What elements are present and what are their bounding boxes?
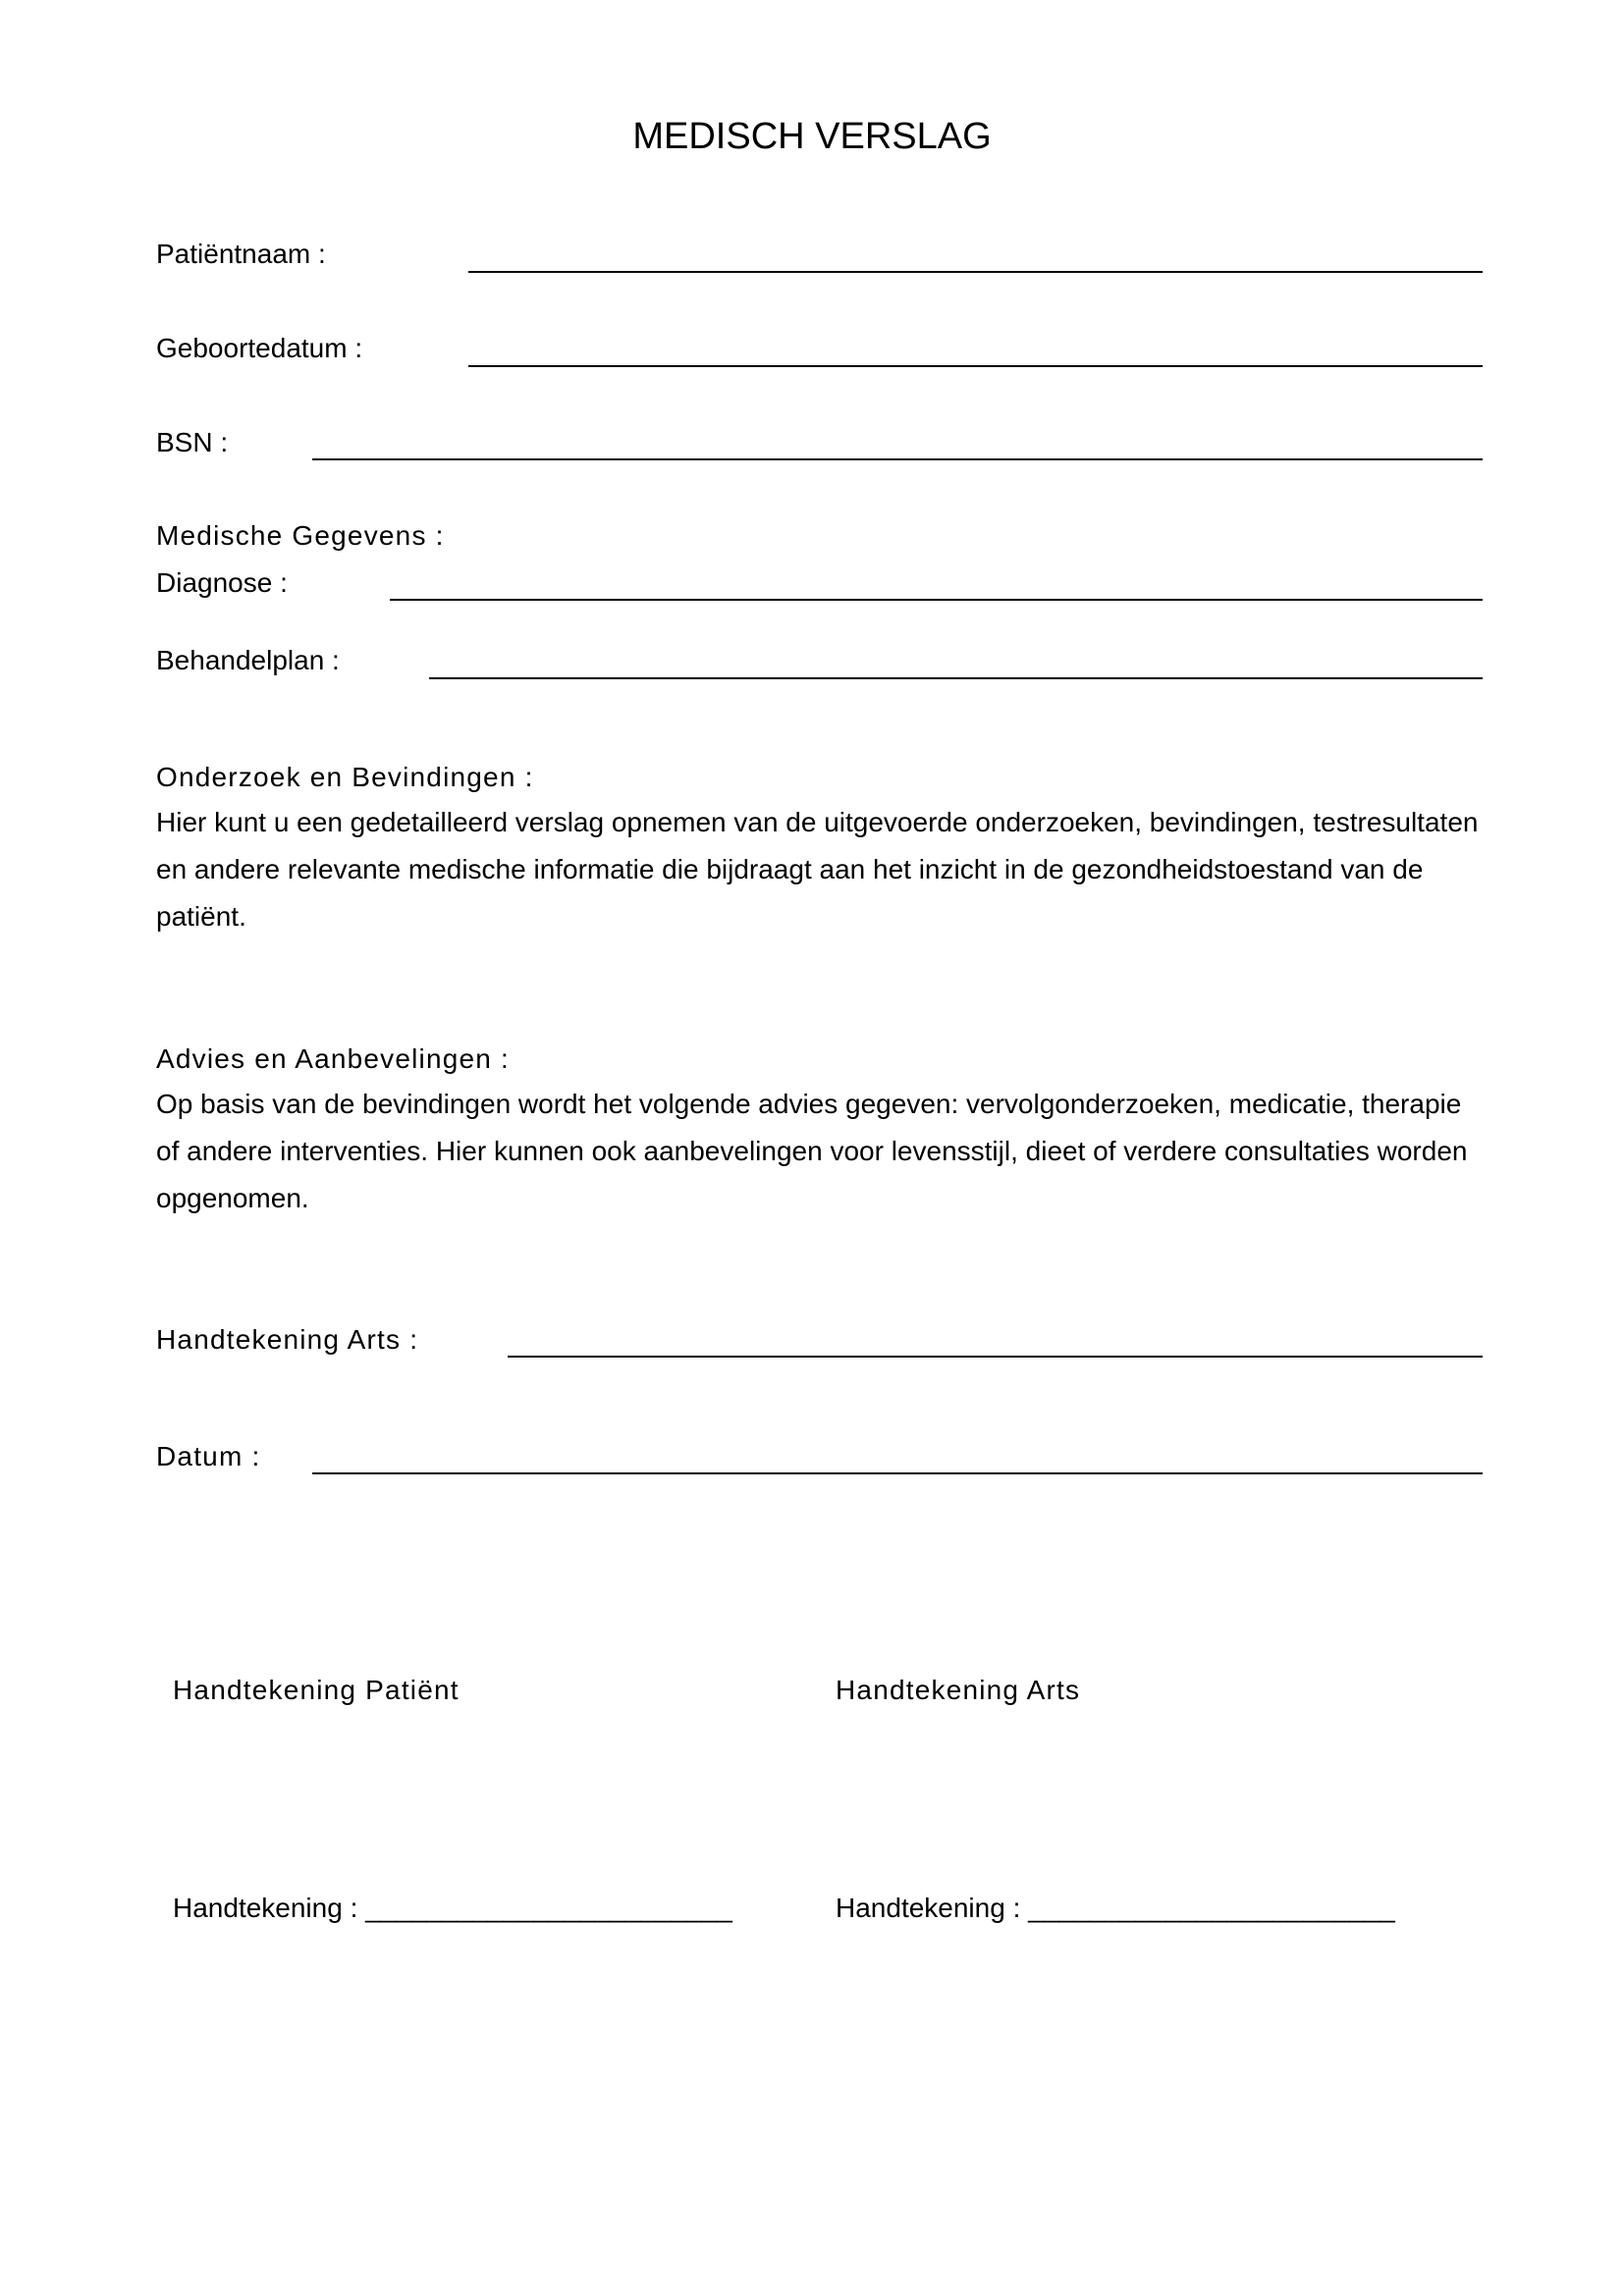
doctor-signature-heading: Handtekening Arts	[836, 1675, 1081, 1705]
patient-name-field[interactable]	[468, 271, 1483, 273]
diagnosis-field[interactable]	[390, 599, 1483, 601]
page-title: MEDISCH VERSLAG	[632, 116, 992, 157]
birth-date-label: Geboortedatum :	[156, 333, 363, 363]
examination-heading: Onderzoek en Bevindingen :	[156, 762, 534, 792]
advice-text: Op basis van de bevindingen wordt het volgende advies gegeven: vervolgonderzoeken, medicatie, therapie of andere interventies. Hier kunnen ook aanbevelingen voor levensstijl, dieet of verdere consultaties worden opgenomen.	[156, 1089, 1468, 1213]
advice-heading: Advies en Aanbevelingen :	[156, 1043, 511, 1074]
doctor-signature-field[interactable]	[508, 1356, 1483, 1358]
patient-signature-heading: Handtekening Patiënt	[173, 1675, 460, 1705]
patient-name-label: Patiëntnaam :	[156, 239, 326, 269]
doctor-signature-line[interactable]: Handtekening : ________________________	[836, 1893, 1395, 1923]
medical-data-heading: Medische Gegevens :	[156, 520, 445, 551]
bsn-label: BSN :	[156, 427, 229, 457]
birth-date-field[interactable]	[468, 365, 1483, 367]
examination-text: Hier kunt u een gedetailleerd verslag opnemen van de uitgevoerde onderzoeken, bevindingen, testresultaten en andere relevante medische informatie die bijdraagt aan het inzicht in de gezondheidstoestand van de patiënt.	[156, 807, 1479, 932]
date-field[interactable]	[312, 1472, 1483, 1474]
treatment-plan-field[interactable]	[429, 677, 1483, 679]
date-label: Datum :	[156, 1441, 261, 1471]
treatment-plan-label: Behandelplan :	[156, 645, 340, 675]
patient-signature-line[interactable]: Handtekening : ________________________	[173, 1893, 732, 1923]
doctor-signature-label: Handtekening Arts :	[156, 1324, 419, 1355]
bsn-field[interactable]	[312, 458, 1483, 460]
diagnosis-label: Diagnose :	[156, 567, 288, 598]
